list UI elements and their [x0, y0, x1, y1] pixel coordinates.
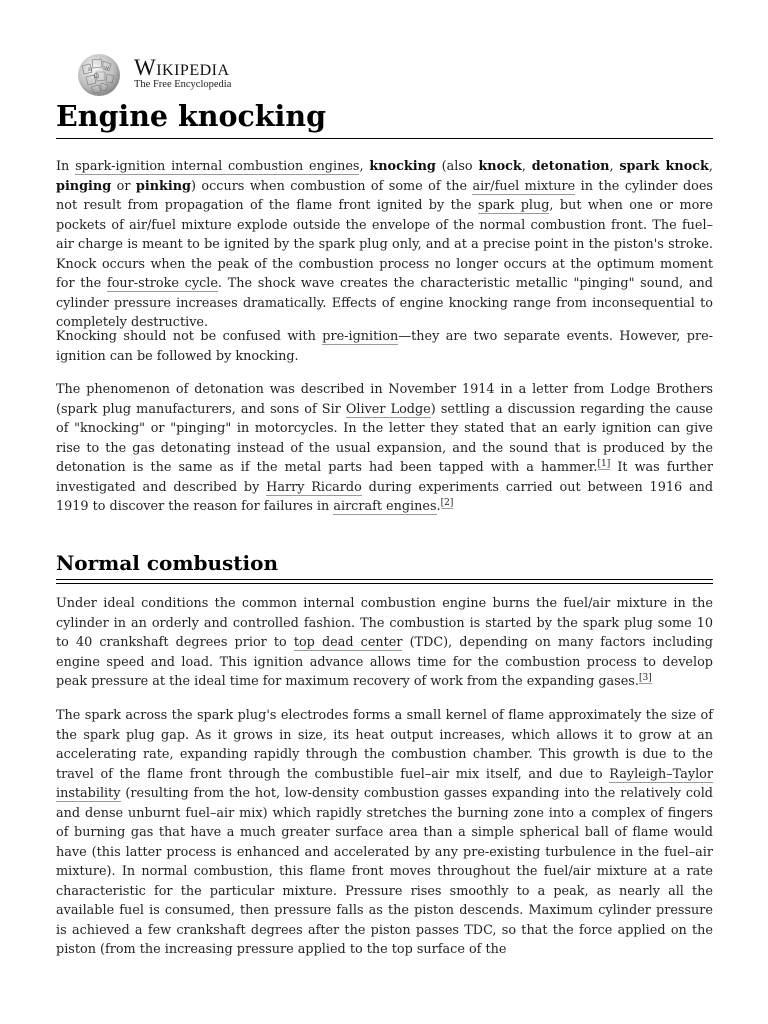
normal-combustion-paragraph-1: Under ideal conditions the common internal combustion engine burns the fuel/air mixture in the cylinder in an orderly and controlled fashion. The combustion is started by the spark plug some 10 to 40 crankshaft degrees prior to top dead center (TDC), depending on many factors including engine speed and load. This ignition advance allows time for the combustion process to develop peak pressure at the ideal time for maximum recovery of work from the expanding gases.[3]: [56, 596, 713, 689]
link-aircraft-engines[interactable]: aircraft engines: [333, 499, 437, 514]
term-knock: knock: [478, 159, 522, 174]
section-divider: [56, 583, 713, 584]
page-title: Engine knocking: [56, 96, 713, 139]
site-header[interactable]: [74, 52, 374, 98]
section-heading-normal-combustion: Normal combustion: [56, 548, 713, 580]
svg-text:W: W: [104, 66, 110, 72]
intro-paragraph: In spark-ignition internal combustion engines, knocking (also knock, detonation, spark knock, pinging or pinking) occurs when combustion of some of the air/fuel mixture in the cylinder does not result from propagation of the flame front ignited by the spark plug, but when one or more pockets of air/fuel mixture explode outside the envelope of the normal combustion front. The fuel–air charge is meant to be ignited by the spark plug only, and at a precise point in the piston's stroke. Knock occurs when the peak of the combustion process no longer occurs at the optimum moment for the four-stroke cycle. The shock wave creates the characteristic metallic "pinging" sound, and cylinder pressure increases dramatically. Effects of engine knocking range from inconsequential to completely destructive.: [56, 159, 713, 330]
term-pinking: pinking: [135, 178, 191, 194]
preignition-paragraph: Knocking should not be confused with pre-ignition—they are two separate events. However, pre-ignition can be followed by knocking.: [56, 329, 713, 364]
svg-text:Ω: Ω: [94, 73, 99, 80]
link-oliver-lodge[interactable]: Oliver Lodge: [345, 401, 431, 417]
term-pinging: pinging: [56, 178, 112, 194]
wikipedia-wordmark[interactable]: Wikipedia: [134, 55, 230, 80]
link-spark-plug[interactable]: spark plug: [478, 198, 550, 213]
link-air-fuel-mixture[interactable]: air/fuel mixture: [472, 178, 576, 194]
normal-combustion-paragraph-2: The spark across the spark plug's electrodes forms a small kernel of flame approximately the size of the spark plug gap. As it grows in size, its heat output increases, which allows it to grow at an accelerating rate, expanding rapidly through the combustion chamber. This growth is due to the travel of the flame front through the combustible fuel–air mix itself, and due to Rayleigh–Taylor instability (resulting from the hot, low-density combustion gasses expanding into the relatively cold and dense unburnt fuel–air mix) which rapidly stretches the burning zone into a complex of fingers of burning gas that have a much greater surface area than a simple spherical ball of flame would have (this latter process is enhanced and accelerated by any pre-existing turbulence in the fuel–air mixture). In normal combustion, this flame front moves throughout the fuel/air mixture at a rate characteristic for the particular mixture. Pressure rises smoothly to a peak, as nearly all the available fuel is consumed, then pressure falls as the piston descends. Maximum cylinder pressure is achieved a few crankshaft degrees after the piston passes TDC, so that the force applied on the piston (from the increasing pressure applied to the top surface of the: [56, 708, 713, 957]
citation-1[interactable]: [1]: [597, 459, 611, 469]
link-top-dead-center[interactable]: top dead center: [293, 635, 403, 650]
history-paragraph: The phenomenon of detonation was described in November 1914 in a letter from Lodge Brothers (spark plug manufacturers, and sons of Sir Oliver Lodge) settling a discussion regarding the cause of "knocking" or "pinging" in motorcycles. In the letter they stated that an early ignition can give rise to the gas detonating instead of the usual expansion, and the sound that is produced by the detonation is the same as if the metal parts had been tapped with a hammer.[1] It was further investigated and described by Harry Ricardo during experiments carried out between 1916 and 1919 to discover the reason for failures in aircraft engines.[2]: [56, 382, 714, 514]
link-pre-ignition[interactable]: pre-ignition: [322, 329, 399, 344]
link-spark-ignition-engines[interactable]: spark-ignition internal combustion engines: [75, 159, 360, 174]
wikipedia-globe-icon[interactable]: [74, 52, 124, 98]
svg-text:И: И: [88, 67, 93, 73]
term-spark-knock: spark knock: [619, 159, 709, 174]
citation-3[interactable]: [3]: [638, 673, 652, 683]
term-knocking: knocking: [369, 159, 436, 174]
link-rayleigh-taylor-instability[interactable]: Rayleigh–Taylor instability: [56, 766, 713, 801]
link-four-stroke-cycle[interactable]: four-stroke cycle: [106, 276, 218, 291]
link-harry-ricardo[interactable]: Harry Ricardo: [266, 479, 362, 495]
term-detonation: detonation: [531, 159, 610, 174]
citation-2[interactable]: [2]: [440, 498, 454, 508]
wikipedia-tagline: The Free Encyclopedia: [134, 79, 232, 90]
